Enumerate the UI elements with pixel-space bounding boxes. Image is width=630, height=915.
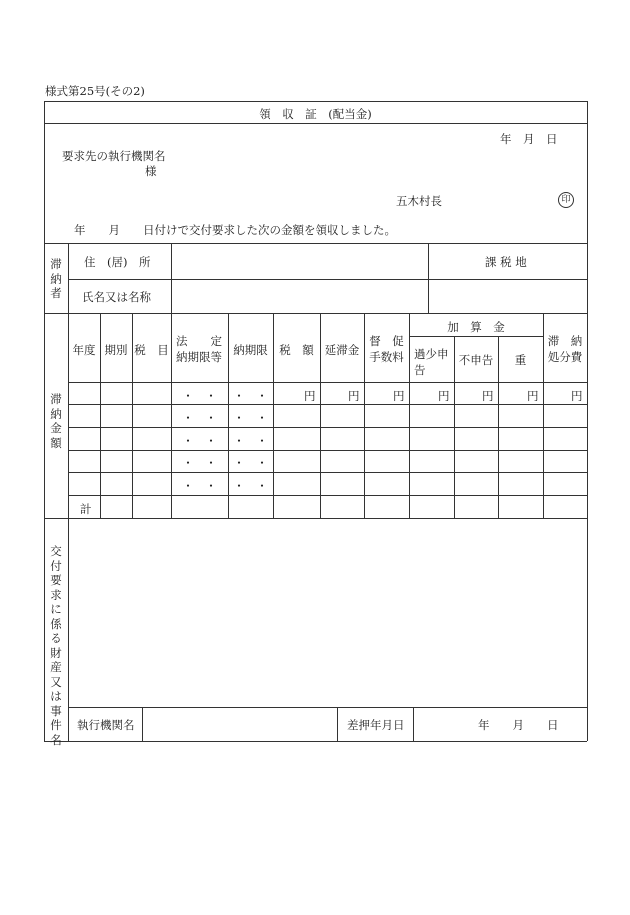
- amounts-section-label: 滞納金額: [50, 392, 62, 450]
- header-under-declaration-1: 過少申: [414, 347, 449, 361]
- seal-mark: 印: [558, 192, 574, 208]
- issue-date: 年 月 日: [500, 132, 558, 146]
- row-1-bottom: [68, 404, 587, 405]
- frame-top: [44, 101, 587, 102]
- frame-bottom: [44, 741, 587, 742]
- header-delinquency-cost-2: 処分費: [547, 350, 583, 364]
- due-date-row-5: ・ ・: [233, 479, 268, 493]
- yen-tax-amount: 円: [304, 389, 316, 403]
- header-heavy: 重: [514, 353, 527, 367]
- executing-org-label: 執行機関名: [77, 718, 135, 732]
- header-under-declaration-2: 告: [414, 363, 426, 377]
- form-title: 領 収 証 (配当金): [259, 107, 372, 121]
- header-fiscal-year: 年度: [72, 343, 96, 357]
- header-additional-tax: 加 算 金: [447, 320, 505, 334]
- col-fee-additional: [409, 313, 410, 518]
- frame-left: [44, 101, 45, 741]
- taxpayer-value-divider: [171, 243, 172, 313]
- yen-no-declaration: 円: [482, 389, 494, 403]
- statutory-date-row-3: ・ ・: [182, 434, 217, 448]
- seizure-date-value: 年 月 日: [478, 718, 559, 732]
- additional-tax-divider: [409, 336, 543, 337]
- header-delinquency-charge: 延滞金: [324, 343, 360, 357]
- header-tax-amount: 税 額: [279, 343, 314, 357]
- yen-delinquency-cost: 円: [571, 389, 583, 403]
- yen-under-declaration: 円: [438, 389, 450, 403]
- recipient-org-label: 要求先の執行機関名: [62, 149, 166, 163]
- due-date-row-1: ・ ・: [233, 389, 268, 403]
- seizure-label-left: [337, 707, 338, 741]
- name-label: 氏名又は名称: [82, 290, 151, 304]
- header-delinquency-cost-1: 滞 納: [547, 334, 583, 348]
- due-date-row-3: ・ ・: [233, 434, 268, 448]
- header-demand-fee-1: 督 促: [369, 334, 404, 348]
- frame-right: [587, 101, 588, 741]
- address-label: 住 (居) 所: [84, 255, 151, 269]
- tax-location-label: 課 税 地: [485, 255, 527, 269]
- header-bottom: [68, 382, 587, 383]
- yen-demand-fee: 円: [393, 389, 405, 403]
- row-4-bottom: [68, 472, 587, 473]
- receipt-statement: 年 月 日付けで交付要求した次の金額を領収しました。: [74, 223, 396, 237]
- seizure-label-right: [413, 707, 414, 741]
- row-2-bottom: [68, 427, 587, 428]
- taxpayer-mid: [68, 279, 587, 280]
- row-3-bottom: [68, 450, 587, 451]
- taxpayer-label-divider: [68, 243, 69, 313]
- yen-delinquency-charge: 円: [348, 389, 360, 403]
- header-no-declaration: 不申告: [458, 353, 494, 367]
- amounts-top: [44, 313, 587, 314]
- header-demand-fee-2: 手数料: [369, 350, 404, 364]
- taxpayer-section-label: 滞納者: [50, 257, 62, 300]
- tax-location-divider: [428, 243, 429, 313]
- property-label-divider: [68, 518, 69, 741]
- issuer-name: 五木村長: [396, 194, 442, 208]
- honorific: 様: [145, 164, 157, 178]
- statutory-date-row-5: ・ ・: [182, 479, 217, 493]
- header-statutory-deadline-2: 納期限等: [176, 350, 222, 364]
- header-statutory-deadline-1: 法 定: [176, 334, 222, 348]
- exec-org-divider: [142, 707, 143, 741]
- header-tax-item: 税 目: [134, 343, 169, 357]
- property-section-label: 交付要求に係る財産又は事件名: [50, 544, 62, 747]
- header-due-date: 納期限: [233, 343, 268, 357]
- statutory-date-row-4: ・ ・: [182, 456, 217, 470]
- title-divider: [44, 123, 587, 124]
- header-period: 期別: [104, 343, 128, 357]
- seizure-date-label: 差押年月日: [347, 718, 405, 732]
- form-number: 様式第25号(その2): [45, 84, 145, 98]
- taxpayer-top: [44, 243, 587, 244]
- statutory-date-row-1: ・ ・: [182, 389, 217, 403]
- due-date-row-4: ・ ・: [233, 456, 268, 470]
- total-label: 計: [80, 502, 92, 516]
- due-date-row-2: ・ ・: [233, 411, 268, 425]
- total-row-bottom: [44, 518, 587, 519]
- yen-heavy: 円: [527, 389, 539, 403]
- statutory-date-row-2: ・ ・: [182, 411, 217, 425]
- property-divider: [68, 707, 587, 708]
- row-5-bottom: [68, 495, 587, 496]
